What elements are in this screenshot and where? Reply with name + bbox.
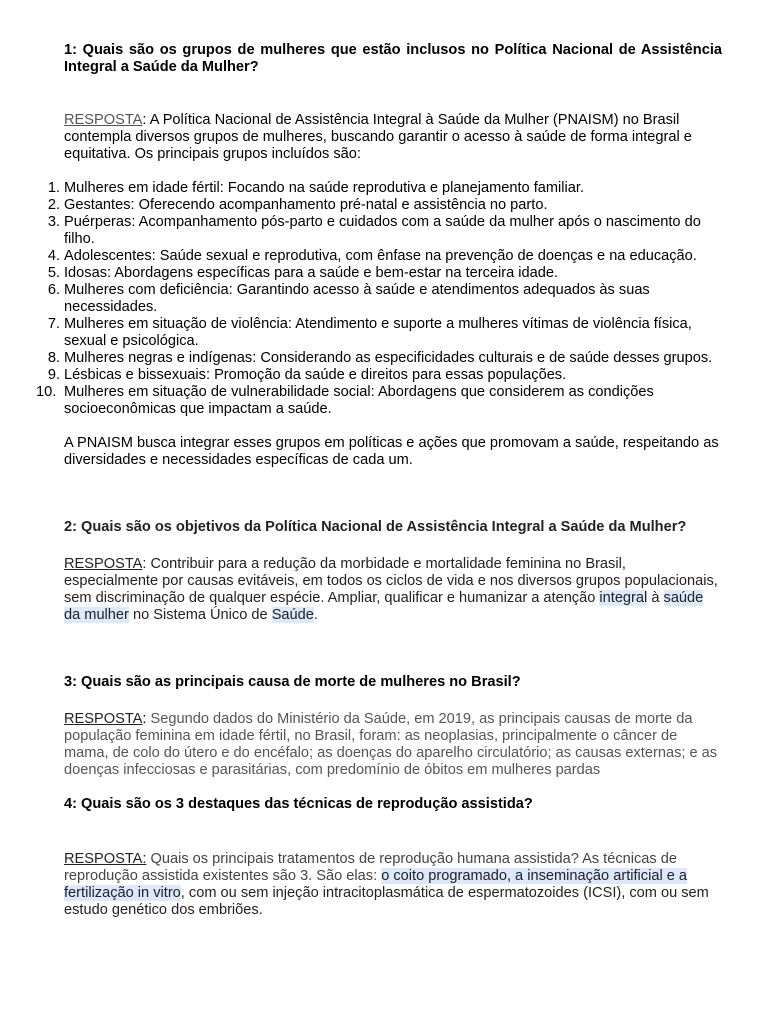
question-2-heading: 2: Quais são os objetivos da Política Nacional de Assistência Integral a Saúde da Mulher? xyxy=(64,519,687,535)
answer-3: RESPOSTA: Segundo dados do Ministério da Saúde, em 2019, as principais causas de morte da população feminina em idade fértil, no Brasil, foram: as neoplasias, principalmente o câncer de mama, de colo do útero e do encéfalo; as doenças do aparelho circulatório; as causas externas; e as doenças infecciosas e parasitárias, com predomínio de óbitos em mulheres pardas xyxy=(64,711,718,778)
list-item: 2. Gestantes: Oferecendo acompanhamento pré-natal e assistência no parto. xyxy=(47,197,548,213)
answer-1-closing: A PNAISM busca integrar esses grupos em políticas e ações que promovam a saúde, respeitando as diversidades e necessidades específicas de cada um. xyxy=(64,435,719,468)
highlight-saude: Saúde xyxy=(271,607,314,623)
list-item: 8. Mulheres negras e indígenas: Considerando as especificidades culturais e de saúde desses grupos. xyxy=(47,350,713,366)
highlight-techniques: o coito programado, a inseminação artificial e a fertilização in vitro xyxy=(64,868,688,901)
answer-2: RESPOSTA: Contribuir para a redução da morbidade e mortalidade feminina no Brasil, especialmente por causas evitáveis, em todos os ciclos de vida e nos diversos grupos populacionais, sem discriminação de qualquer espécie. Ampliar, qualificar e humanizar a atenção integral à saúde da mulher no Sistema Único de Saúde. xyxy=(64,556,718,623)
question-1-heading: 1: Quais são os grupos de mulheres que estão inclusos no Política Nacional de Assistência Integral a Saúde da Mulher? xyxy=(64,42,722,75)
highlight-integral: integral xyxy=(599,590,648,606)
list-item: 1. Mulheres em idade fértil: Focando na saúde reprodutiva e planejamento familiar. xyxy=(47,180,584,196)
question-3-heading: 3: Quais são as principais causa de morte de mulheres no Brasil? xyxy=(64,674,521,690)
answer-2-label: RESPOSTA xyxy=(64,556,143,572)
answer-3-text: Segundo dados do Ministério da Saúde, em 2019, as principais causas de morte da população feminina em idade fértil, no Brasil, foram: as neoplasias, principalmente o câncer de mama, de colo do útero e do encéfalo; as doenças do aparelho circulatório; as causas externas; e as doenças infecciosas e parasitárias, com predomínio de óbitos em mulheres pardas xyxy=(64,711,718,778)
list-item: 5. Idosas: Abordagens específicas para a saúde e bem-estar na terceira idade. xyxy=(47,265,559,281)
list-item: 3. Puérperas: Acompanhamento pós-parto e cuidados com a saúde da mulher após o nascimento do filho. xyxy=(47,214,701,247)
highlight-saude-da-mulher: saúde da mulher xyxy=(64,590,704,623)
answer-1-intro-text: : A Política Nacional de Assistência Integral à Saúde da Mulher (PNAISM) no Brasil contempla diversos grupos de mulheres, buscando garantir o acesso à saúde de forma integral e equitativa. Os principais grupos incluídos são: xyxy=(64,112,692,162)
list-item: 7. Mulheres em situação de violência: Atendimento e suporte a mulheres vítimas de violência física, sexual e psicológica. xyxy=(47,316,692,349)
question-4-heading: 4: Quais são os 3 destaques das técnicas de reprodução assistida? xyxy=(64,796,533,812)
list-item: 9. Lésbicas e bissexuais: Promoção da saúde e direitos para essas populações. xyxy=(47,367,567,383)
answer-4: RESPOSTA: Quais os principais tratamentos de reprodução humana assistida? As técnicas de reprodução assistida existentes são 3. São elas: o coito programado, a inseminação artificial e a fertilização in vitro, com ou sem injeção intracitoplasmática de espermatozoides (ICSI), com ou sem estudo genético dos embriões. xyxy=(64,851,709,918)
list-item: 10. Mulheres em situação de vulnerabilidade social: Abordagens que considerem as condições socioeconômicas que impactam a saúde. xyxy=(36,384,654,417)
list-item: 4. Adolescentes: Saúde sexual e reprodutiva, com ênfase na prevenção de doenças e na educação. xyxy=(47,248,697,264)
groups-list xyxy=(36,180,722,418)
answer-1-label: RESPOSTA xyxy=(64,112,143,128)
answer-3-label: RESPOSTA xyxy=(64,711,143,727)
answer-1-intro xyxy=(64,112,722,163)
list-item: 6. Mulheres com deficiência: Garantindo acesso à saúde e atendimentos adequados às suas necessidades. xyxy=(47,282,650,315)
answer-4-label: RESPOSTA: xyxy=(64,851,147,867)
